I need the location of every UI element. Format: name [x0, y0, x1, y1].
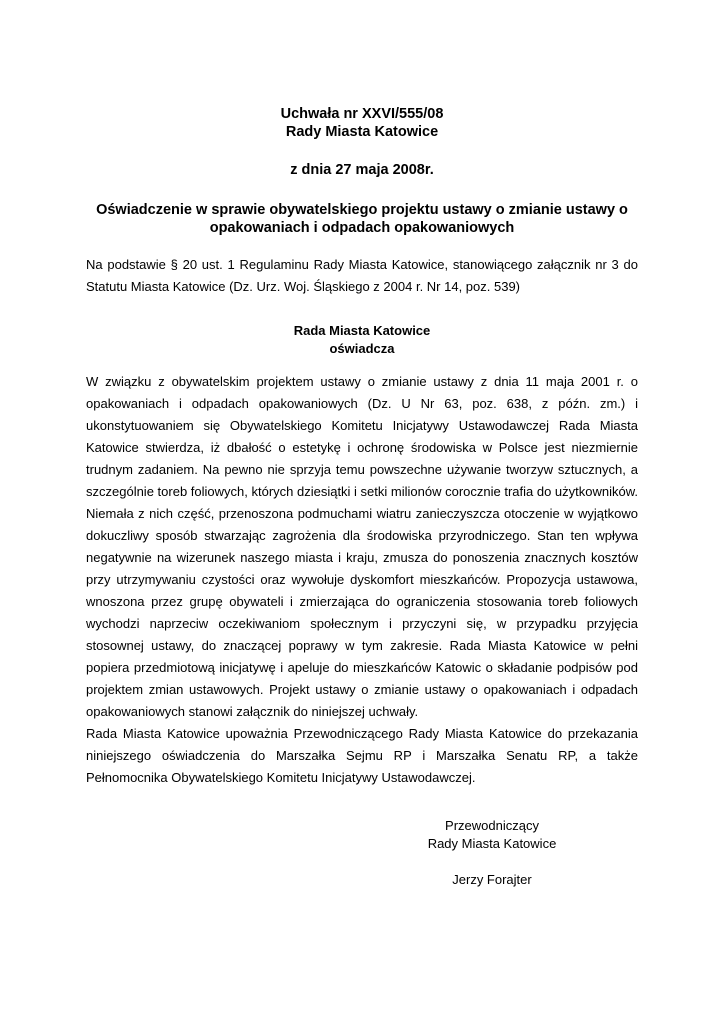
resolution-number: Uchwała nr XXVI/555/08: [280, 106, 444, 122]
declaration-line-2: oświadcza: [329, 341, 395, 356]
subject-line-2: opakowaniach i odpadach opakowaniowych: [209, 220, 515, 236]
subject-line-1: Oświadczenie w sprawie obywatelskiego projektu ustawy o zmianie ustawy o: [96, 202, 628, 218]
body-paragraph-2: Rada Miasta Katowice upoważnia Przewodniczącego Rady Miasta Katowice do przekazania niniejszego oświadczenia do Marszałka Sejmu RP i Marszałka Senatu RP, a także Pełnomocnika Obywatelskiego Komitetu Inicjatywy Ustawodawczej.: [86, 726, 638, 785]
signature-role: Przewodniczący: [445, 818, 539, 833]
legal-basis: Na podstawie § 20 ust. 1 Regulaminu Rady Miasta Katowice, stanowiącego załącznik nr 3 do Statutu Miasta Katowice (Dz. Urz. Woj. Śląskiego z 2004 r. Nr 14, poz. 539): [86, 257, 638, 294]
signature-block: [418, 817, 566, 889]
body-paragraph-1: W związku z obywatelskim projektem ustawy o zmianie ustawy z dnia 11 maja 2001 r. o opakowaniach i odpadach opakowaniowych (Dz. U Nr 63, poz. 638, z późn. zm.) i ukonstytuowaniem się Obywatelskiego Komitetu Inicjatywy Ustawodawczej Rada Miasta Katowice stwierdza, iż dbałość o estetykę i ochronę środowiska w Polsce jest niezmiernie trudnym zadaniem. Na pewno nie sprzyja temu powszechne używanie tworzyw sztucznych, a szczególnie toreb foliowych, których dziesiątki i setki milionów corocznie trafia do użytkowników. Niemała z nich część, przenoszona podmuchami wiatru zanieczyszcza otoczenie w wyjątkowo dokuczliwy sposób stwarzając zagrożenia dla środowiska przyrodniczego. Stan ten wpływa negatywnie na wizerunek naszego miasta i kraju, zmusza do ponoszenia znacznych kosztów przy utrzymywaniu czystości oraz wywołuje dyskomfort mieszkańców. Propozycja ustawowa, wnoszona przez grupę obywateli i zmierzająca do ograniczenia stosowania toreb foliowych wychodzi naprzeciw oczekiwaniom społecznym i przyczyni się, w przypadku przyjęcia stosownej ustawy, do znaczącej poprawy w tym zakresie. Rada Miasta Katowice w pełni popiera przedmiotową inicjatywę i apeluje do mieszkańców Katowic o składanie podpisów pod projektem zmian ustawowych. Projekt ustawy o zmianie ustawy o opakowaniach i odpadach opakowaniowych stanowi załącznik do niniejszej uchwały.: [86, 374, 639, 719]
signature-name: Jerzy Forajter: [452, 872, 532, 887]
declaration-heading: [86, 322, 638, 358]
document-body: [86, 371, 638, 789]
document-subject: [86, 201, 638, 237]
document-title: [86, 105, 638, 141]
document-date: z dnia 27 maja 2008r.: [290, 162, 434, 178]
council-name: Rady Miasta Katowice: [285, 124, 439, 140]
declaration-line-1: Rada Miasta Katowice: [293, 323, 431, 338]
signature-council: Rady Miasta Katowice: [427, 836, 557, 851]
